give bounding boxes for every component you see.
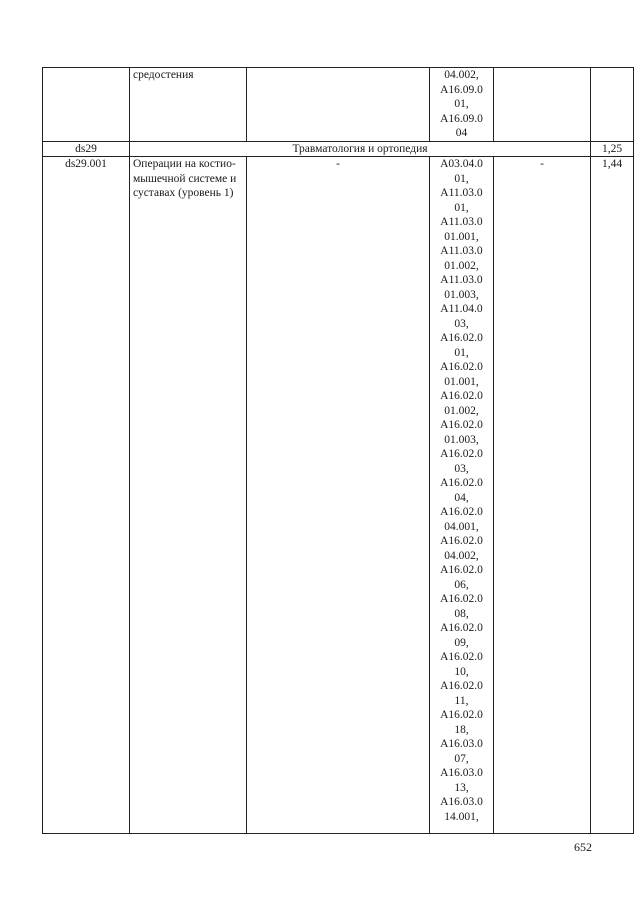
operation-code-line: 01.002, <box>444 259 479 272</box>
section-coef: 1,25 <box>591 141 634 157</box>
item-diagnosis: - <box>247 157 430 834</box>
operation-code-line: A16.02.0 <box>440 448 483 460</box>
operation-code-line: A16.02.0 <box>440 390 483 402</box>
operation-code-line: A11.03.0 <box>440 216 483 228</box>
operation-code-line: A11.03.0 <box>440 187 483 199</box>
operation-code-line: 01.002, <box>444 404 479 417</box>
item-operation-codes <box>430 157 494 834</box>
operation-code-line: A16.02.0 <box>440 709 483 721</box>
operation-code-line: 08, <box>454 607 469 620</box>
operation-code-line: A16.03.0 <box>440 767 483 779</box>
operation-code-line: A03.04.0 <box>440 158 483 170</box>
operation-code-line: A16.02.0 <box>440 535 483 547</box>
operation-code-line: A16.02.0 <box>440 419 483 431</box>
item-coef: 1,44 <box>591 157 634 834</box>
cell-diagnosis <box>247 68 430 142</box>
section-title: Травматология и ортопедия <box>130 141 591 157</box>
operation-code-line: 01.001, <box>444 230 479 243</box>
operation-code-line: 18, <box>454 723 469 736</box>
table-row-continuation <box>43 68 634 142</box>
page-number: 652 <box>574 840 592 854</box>
operation-code-line: 03, <box>454 317 469 330</box>
operation-code-line: A16.02.0 <box>440 477 483 489</box>
operation-code-line: A16.02.0 <box>440 361 483 373</box>
operation-code-line: 04.002, <box>444 69 479 81</box>
cell-extra <box>494 68 591 142</box>
operation-code-line: 10, <box>454 665 469 678</box>
item-name: Операции на костио-мышечной системе и суставах (уровень 1) <box>130 157 247 834</box>
item-code: ds29.001 <box>43 157 130 834</box>
operation-code-line: 13, <box>454 781 469 794</box>
operation-code-line: 07, <box>454 752 469 765</box>
operation-code-line: A16.02.0 <box>440 593 483 605</box>
operation-code-line: 09, <box>454 636 469 649</box>
operation-code-line: 01, <box>454 201 469 214</box>
operation-code-line: A16.02.0 <box>440 622 483 634</box>
cell-name: средостения <box>130 68 247 142</box>
operation-code-line: A16.03.0 <box>440 796 483 808</box>
operation-code-line: 01, <box>454 98 469 110</box>
tariff-table <box>42 67 634 834</box>
operation-code-line: 04.001, <box>444 520 479 533</box>
operation-code-line: 01, <box>454 172 469 185</box>
operation-code-line: 11, <box>454 694 469 707</box>
cell-coef <box>591 68 634 142</box>
operation-code-line: 01.001, <box>444 375 479 388</box>
table-row-item <box>43 157 634 834</box>
operation-code-line: 03, <box>454 462 469 475</box>
operation-code-line: A16.02.0 <box>440 651 483 663</box>
operation-code-line: A16.02.0 <box>440 680 483 692</box>
operation-code-line: A16.09.0 <box>440 112 483 125</box>
operation-code-line: A16.02.0 <box>440 332 483 344</box>
operation-code-line: 01, <box>454 346 469 359</box>
operation-code-line: 04 <box>455 127 468 139</box>
operation-code-line: A16.09.0 <box>440 83 483 96</box>
operation-code-line: 06, <box>454 578 469 591</box>
operation-code-line: 01.003, <box>444 288 479 301</box>
operation-code-line: 14.001, <box>444 810 479 823</box>
operation-code-line: 04, <box>454 491 469 504</box>
operation-code-line: A11.03.0 <box>440 245 483 257</box>
operation-code-line: A16.03.0 <box>440 738 483 750</box>
table-row-section <box>43 141 634 157</box>
section-code: ds29 <box>43 141 130 157</box>
operation-code-line: A11.03.0 <box>440 274 483 286</box>
operation-code-line: A11.04.0 <box>440 303 483 315</box>
operation-code-line: 04.002, <box>444 549 479 562</box>
operation-code-line: 01.003, <box>444 433 479 446</box>
cell-code <box>43 68 130 142</box>
cell-operation-codes <box>430 68 494 142</box>
operation-code-line: A16.02.0 <box>440 506 483 518</box>
item-extra: - <box>494 157 591 834</box>
operation-code-line: A16.02.0 <box>440 564 483 576</box>
